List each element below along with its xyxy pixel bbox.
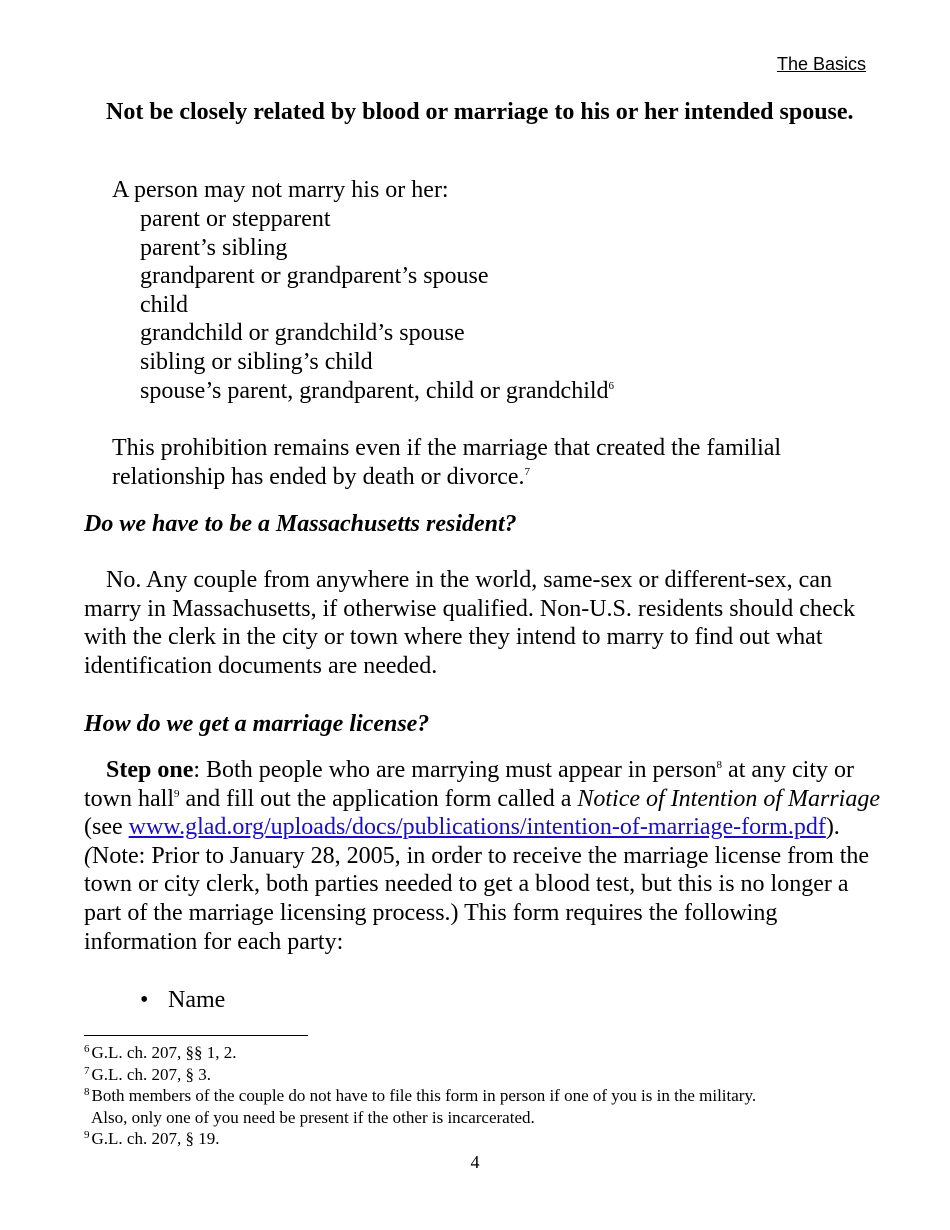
step-text: ). [825,814,840,841]
relation-item: grandchild or grandchild’s spouse [140,320,465,347]
footnote-ref-9: 9 [174,787,180,800]
step-text: and fill out the application form called a [179,785,578,812]
footnote-divider [84,1035,308,1036]
footnotes [84,1042,884,1150]
step-text: at any city or town hall [84,757,854,812]
footnote-text: G.L. ch. 207, § 3. [91,1064,211,1084]
footnote-text: G.L. ch. 207, § 19. [91,1129,220,1148]
footnote-ref-7: 7 [524,465,531,478]
form-name: Notice of Intention of Marriage [577,785,880,812]
relations-intro: A person may not marry his or her: [112,177,449,203]
footnote-6 [84,1042,884,1064]
bullet-text: Name [168,987,226,1013]
footnote-ref-6: 6 [608,379,615,392]
footnote-number: 8 [84,1086,90,1098]
footnote-text: Both members of the couple do not have to file this form in person if one of you is in the military. [91,1086,757,1105]
relation-item: child [140,291,188,318]
footnote-number: 7 [84,1064,90,1077]
relation-item: grandparent or grandparent’s spouse [140,263,489,290]
step-label: Step one [106,757,194,783]
prohibition-text: This prohibition remains even if the marriage that created the familial relationship has ended by death or divorce. [112,435,782,490]
relations-list [140,205,614,405]
footnote-8-continuation: Also, only one of you need be present if the other is incarcerated. [91,1107,535,1127]
footnote-ref-8: 8 [716,759,723,771]
relation-item: parent or stepparent [140,206,331,232]
step-note: Note: Prior to January 28, 2005, in order to receive the marriage license from the town or city clerk, both parties needed to get a blood test, but this is no longer a part of the marriage licensing process.) This form requires the following information for each party: [84,842,870,955]
footnote-8 [84,1085,884,1107]
bullet-item [140,986,225,1014]
step-text: : Both people who are marrying must appear in person [193,757,717,783]
step-one-paragraph [84,756,884,956]
relation-item [140,377,614,406]
footnote-number: 6 [84,1043,90,1055]
step-text: (see [84,814,129,841]
requirement-heading: Not be closely related by blood or marriage to his or her intended spouse. [106,99,854,125]
section-header: The Basics [776,54,866,74]
footnote-7 [84,1064,884,1086]
relation-item: parent’s sibling [140,234,288,261]
page-number: 4 [470,1152,480,1172]
bullet-dot-icon: • [140,987,149,1013]
relation-item: sibling or sibling’s child [140,348,373,375]
form-pdf-link[interactable]: www.glad.org/uploads/docs/publications/intention-of-marriage-form.pdf [128,814,826,841]
note-paren: ( [84,842,92,869]
footnote-text: G.L. ch. 207, §§ 1, 2. [91,1043,237,1062]
prohibition-paragraph [112,434,872,491]
residency-question: Do we have to be a Massachusetts resident? [84,511,517,537]
footnote-number: 9 [84,1129,90,1141]
footnote-9 [84,1128,884,1150]
relation-item-text: spouse’s parent, grandparent, child or grandchild [140,377,609,404]
residency-answer: No. Any couple from anywhere in the world, same-sex or different-sex, can marry in Massachusetts, if otherwise qualified. Non-U.S. residents should check with the clerk in the city or town where they intend to marry to find out what identification documents are needed. [84,567,856,679]
license-question: How do we get a marriage license? [84,711,430,737]
